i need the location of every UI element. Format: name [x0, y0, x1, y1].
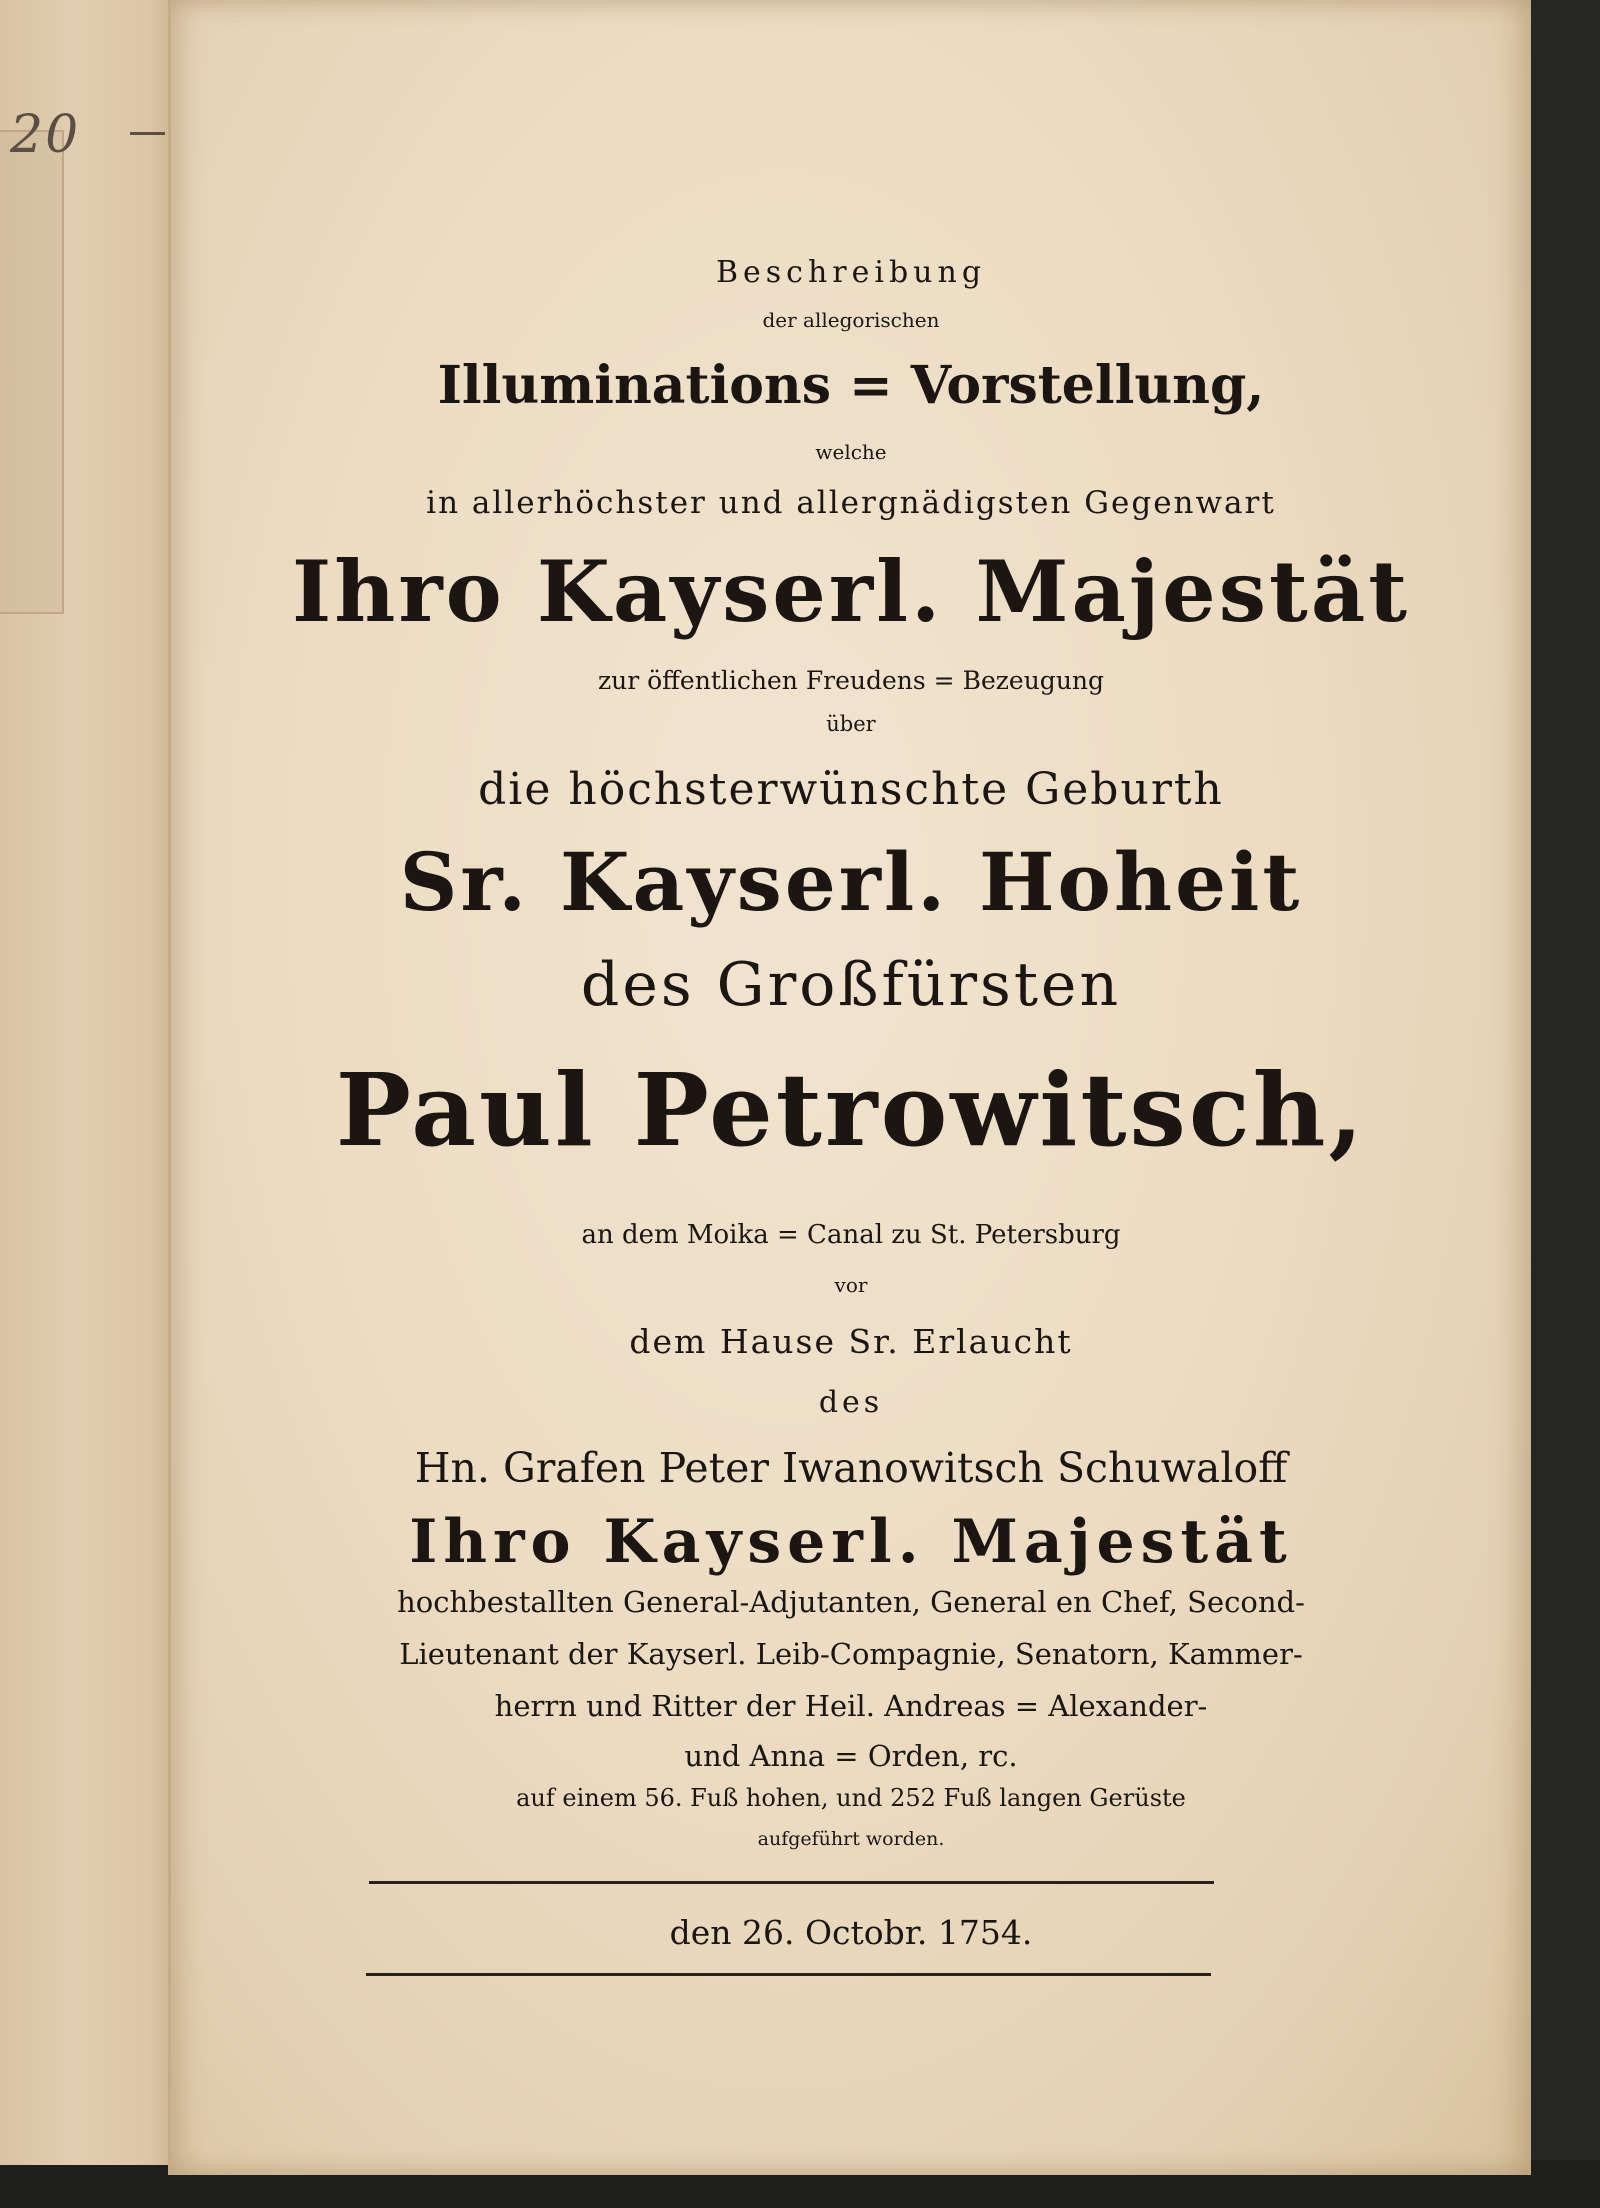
- top-rule: [369, 1881, 1214, 1884]
- line-geruest: auf einem 56. Fuß hohen, und 252 Fuß langen Gerüste: [516, 1784, 1186, 1812]
- library-stamp-mark: [0, 130, 64, 614]
- line-der-allegorischen: der allegorischen: [762, 308, 940, 332]
- title-page: [168, 0, 1531, 2175]
- line-paul-petrowitsch: Paul Petrowitsch,: [335, 1051, 1367, 1169]
- line-des: des: [818, 1385, 884, 1420]
- line-welche: welche: [815, 440, 887, 464]
- line-grafen-schuwaloff: Hn. Grafen Peter Iwanowitsch Schuwaloff: [414, 1444, 1288, 1492]
- manuscript-number: 20: [10, 105, 81, 165]
- line-ueber: über: [826, 712, 876, 736]
- line-aufgefuehrt: aufgeführt worden.: [757, 1828, 945, 1850]
- line-general-adjutanten: hochbestallten General-Adjutanten, General en Chef, Second-: [397, 1585, 1305, 1619]
- line-grossfuersten: des Großfürsten: [580, 950, 1122, 1020]
- line-ihro-majestaet-2: Ihro Kayserl. Majestät: [409, 1507, 1293, 1577]
- line-lieutenant: Lieutenant der Kayserl. Leib-Compagnie, Senatorn, Kammer-: [399, 1637, 1303, 1671]
- line-gegenwart: in allerhöchster und allergnädigsten Gegenwart: [426, 485, 1276, 521]
- line-anna-orden: und Anna = Orden, rc.: [684, 1739, 1018, 1773]
- line-geburth: die höchsterwünschte Geburth: [478, 764, 1224, 815]
- line-ritter: herrn und Ritter der Heil. Andreas = Alexander-: [494, 1689, 1208, 1723]
- line-freudens-bezeugung: zur öffentlichen Freudens = Bezeugung: [597, 666, 1105, 695]
- facing-page-edge: [0, 0, 187, 2165]
- line-ihro-majestaet-1: Ihro Kayserl. Majestät: [291, 542, 1411, 641]
- background-right: [1520, 0, 1600, 2208]
- publication-date: den 26. Octobr. 1754.: [669, 1913, 1033, 1952]
- line-beschreibung: Beschreibung: [715, 255, 987, 290]
- manuscript-dash: [130, 132, 165, 135]
- line-moika-canal: an dem Moika = Canal zu St. Petersburg: [581, 1220, 1121, 1250]
- bottom-rule: [366, 1973, 1211, 1976]
- line-illuminations-vorstellung: Illuminations = Vorstellung,: [437, 355, 1265, 416]
- line-vor: vor: [834, 1273, 868, 1297]
- line-hause-erlaucht: dem Hause Sr. Erlaucht: [629, 1322, 1073, 1361]
- line-kayserl-hoheit: Sr. Kayserl. Hoheit: [399, 835, 1303, 929]
